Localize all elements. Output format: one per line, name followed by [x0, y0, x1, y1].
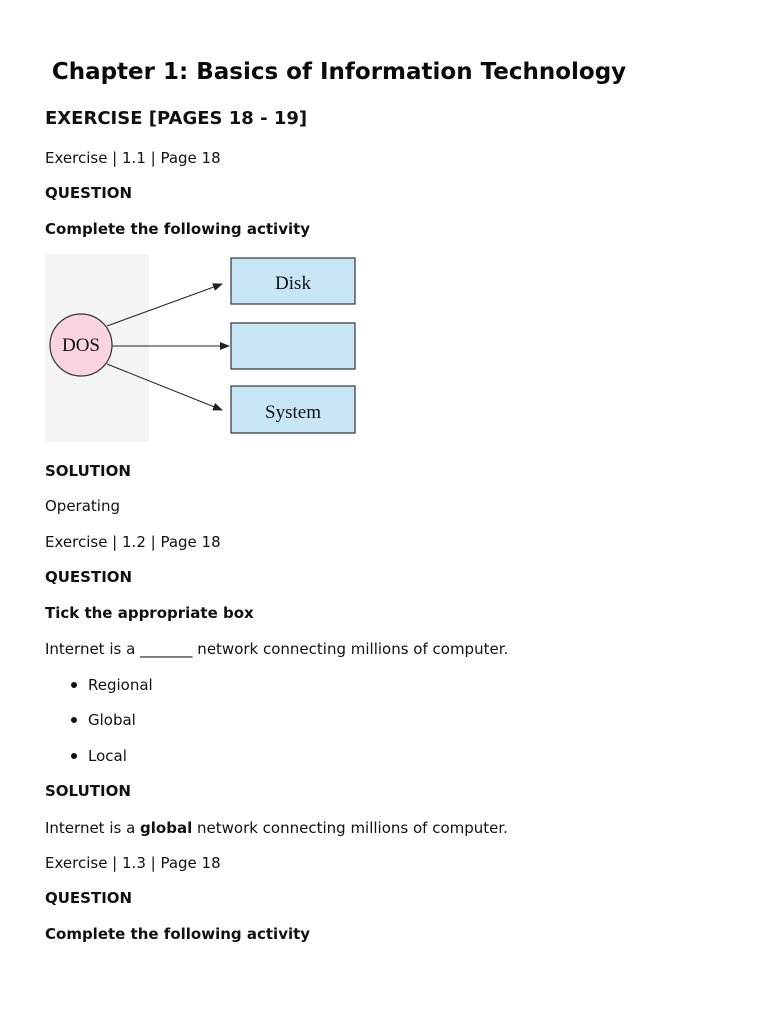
solution-answer — [45, 818, 508, 838]
exercise-ref-1-2: Exercise | 1.2 | Page 18 — [45, 533, 221, 551]
dos-label: DOS — [61, 335, 101, 356]
solution-answer: Operating — [45, 497, 120, 515]
question-prompt: Complete the following activity — [45, 925, 311, 943]
blank-box — [231, 323, 355, 369]
exercise-heading: EXERCISE [PAGES 18 - 19] — [45, 108, 308, 129]
answer-suffix: network connecting millions of computer. — [192, 819, 508, 837]
disk-label: Disk — [275, 273, 311, 294]
question-label: QUESTION — [45, 568, 133, 586]
question-label: QUESTION — [45, 889, 133, 907]
option-item: Regional — [88, 676, 153, 694]
dos-diagram — [45, 254, 365, 442]
system-label: System — [265, 402, 321, 423]
answer-prefix: Internet is a — [45, 819, 141, 837]
answer-bold: global — [140, 819, 193, 837]
exercise-ref-1-3: Exercise | 1.3 | Page 18 — [45, 854, 221, 872]
question-prompt: Complete the following activity — [45, 220, 311, 238]
bullet-icon — [71, 682, 77, 688]
question-statement: Internet is a _______ network connecting millions of computer. — [45, 640, 509, 658]
question-label: QUESTION — [45, 184, 133, 202]
solution-label: SOLUTION — [45, 462, 131, 480]
question-prompt: Tick the appropriate box — [45, 604, 254, 622]
bullet-icon — [71, 753, 77, 759]
solution-label: SOLUTION — [45, 782, 131, 800]
page-title: Chapter 1: Basics of Information Technology — [51, 59, 627, 85]
bullet-icon — [71, 717, 77, 723]
option-item: Local — [88, 747, 127, 765]
exercise-ref-1-1: Exercise | 1.1 | Page 18 — [45, 149, 221, 167]
option-item: Global — [88, 711, 136, 729]
